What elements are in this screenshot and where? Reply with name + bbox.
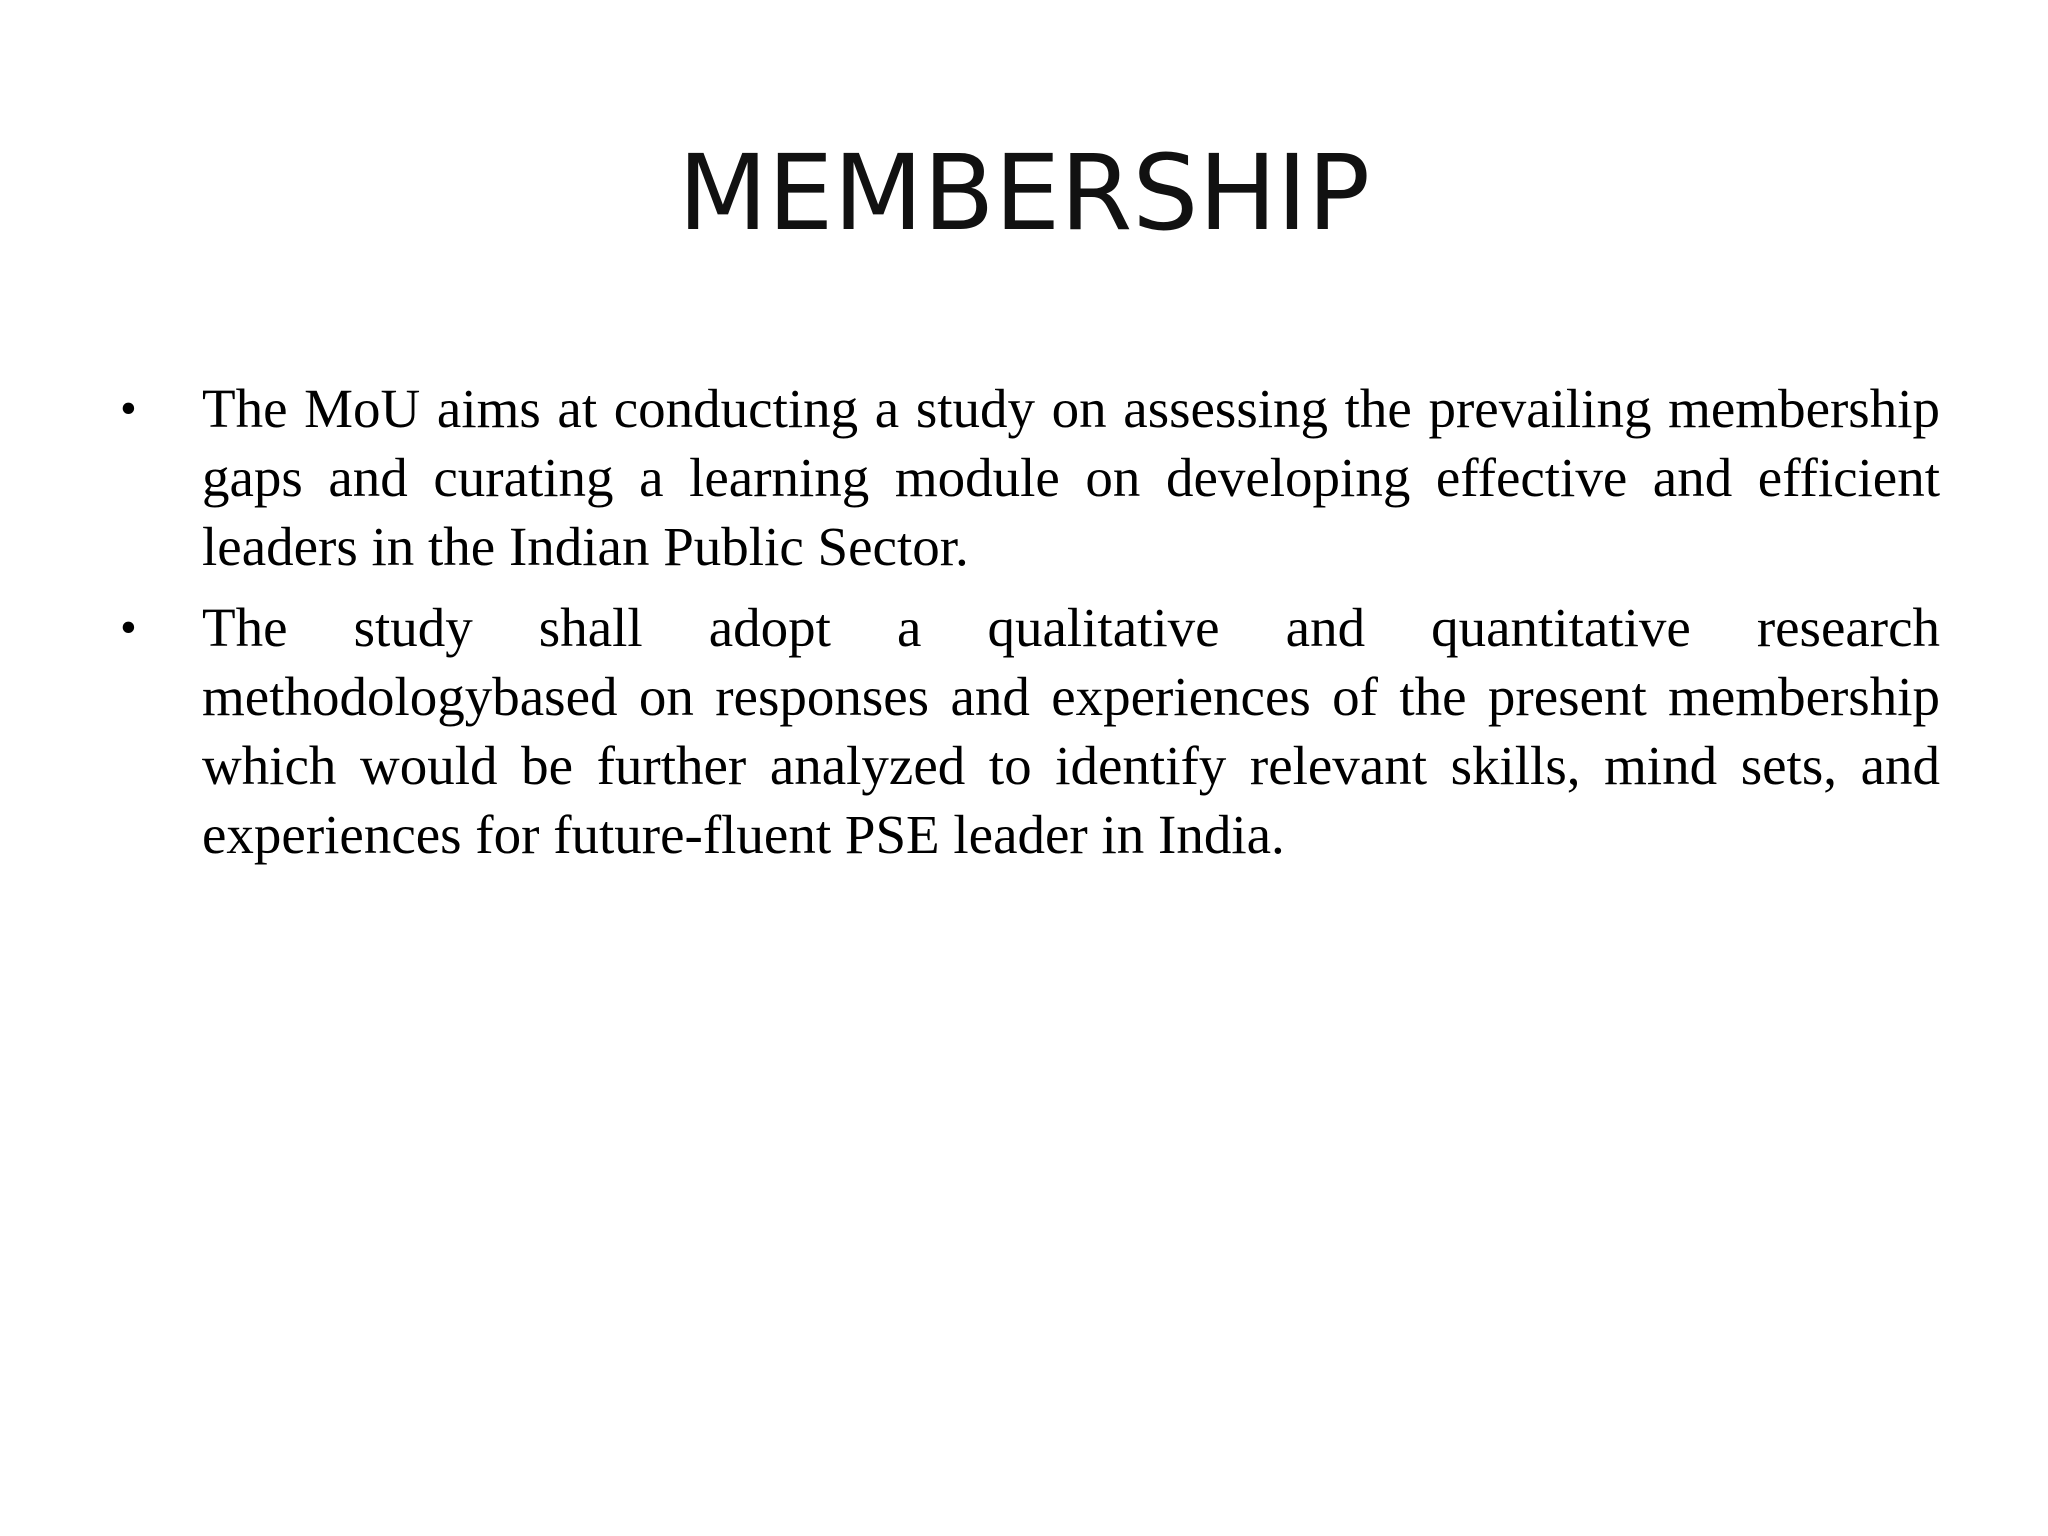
bullet-item [120, 374, 1940, 581]
bullet-text: The MoU aims at conducting a study on assessing the prevailing membership gaps and curating a learning module on developing effective and efficient leaders in the Indian Public Sector. [202, 378, 1940, 577]
bullet-icon: • [120, 601, 137, 654]
bullet-icon: • [120, 382, 137, 435]
bullet-text: The study shall adopt a qualitative and quantitative research methodologybased on responses and experiences of the present membership which would be further analyzed to identify relevant skills, mind sets, and experiences for future-fluent PSE leader in India. [202, 597, 1940, 865]
bullet-item [120, 593, 1940, 869]
bullet-list [120, 374, 1940, 881]
slide-title: MEMBERSHIP [677, 132, 1371, 254]
